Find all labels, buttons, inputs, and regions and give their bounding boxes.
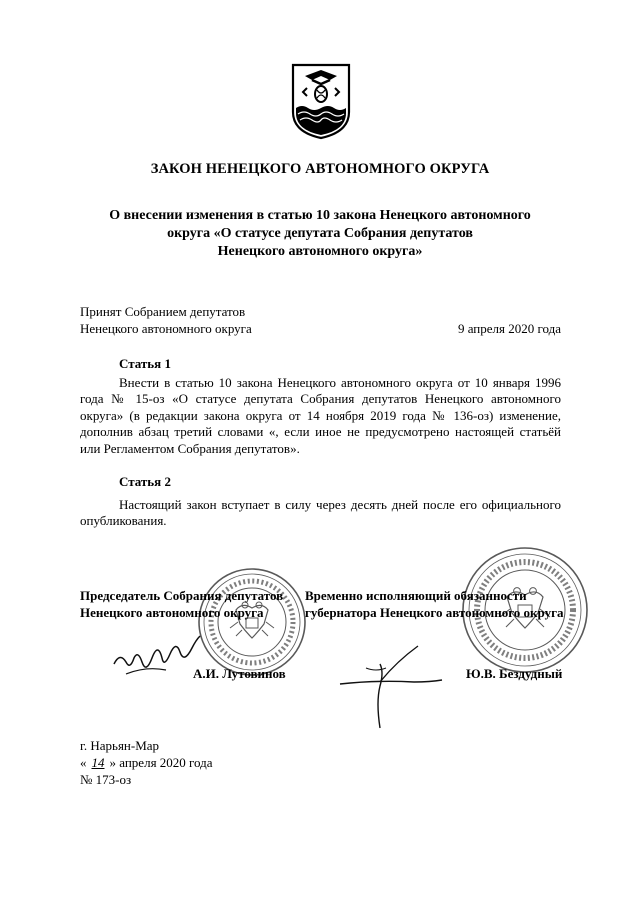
coat-of-arms-icon — [290, 62, 352, 140]
subtitle-line: Ненецкого автономного округа» — [217, 244, 423, 259]
left-handwritten-signature-icon — [106, 628, 204, 688]
left-signatory-title — [80, 587, 283, 621]
signatory-title-line: губернатора Ненецкого автономного округа — [305, 605, 564, 620]
date-day: 14 — [91, 755, 105, 770]
footer-city: г. Нарьян-Мар — [80, 738, 160, 753]
article-2-heading: Статья 2 — [119, 474, 171, 489]
date-suffix: » апреля 2020 года — [109, 755, 213, 770]
article-1-heading: Статья 1 — [119, 356, 171, 371]
adoption-line: Принят Собранием депутатов — [80, 304, 246, 319]
signatory-title-line: Председатель Собрания депутатов — [80, 588, 284, 603]
left-signatory-name: А.И. Лутовинов — [193, 666, 286, 681]
assembly-seal-icon — [196, 566, 308, 678]
law-number: № 173-оз — [80, 772, 132, 787]
law-subtitle — [90, 207, 550, 261]
signatory-title-line: Временно исполняющий обязанности — [305, 588, 527, 603]
right-signatory-name: Ю.В. Бездудный — [466, 666, 563, 681]
law-title: ЗАКОН НЕНЕЦКОГО АВТОНОМНОГО ОКРУГА — [150, 161, 490, 177]
adoption-line: Ненецкого автономного округа — [80, 321, 252, 336]
right-handwritten-signature-icon — [336, 642, 448, 732]
right-signatory-title — [305, 587, 563, 621]
adoption-info — [80, 303, 252, 337]
date-prefix: « — [80, 755, 87, 770]
subtitle-line: округа «О статусе депутата Собрания депутатов — [167, 226, 473, 241]
footer-date — [80, 754, 213, 771]
subtitle-line: О внесении изменения в статью 10 закона Ненецкого автономного — [109, 208, 531, 223]
article-1-text: Внести в статью 10 закона Ненецкого автономного округа от 10 января 1996 года № 15-оз «О статусе депутата Собрания депутатов Ненецкого автономного округа» (в редакции закона округа от 14 ноября 2019 года № 136-оз) изменение, дополнив абзац третий словами «, если иное не предусмотрено настоящей статьёй или Регламентом Собрания депутатов». — [80, 375, 561, 456]
adoption-date: 9 апреля 2020 года — [457, 321, 561, 336]
article-2-text: Настоящий закон вступает в силу через десять дней после его официального опубликования. — [80, 497, 561, 529]
signatory-title-line: Ненецкого автономного округа — [80, 605, 264, 620]
